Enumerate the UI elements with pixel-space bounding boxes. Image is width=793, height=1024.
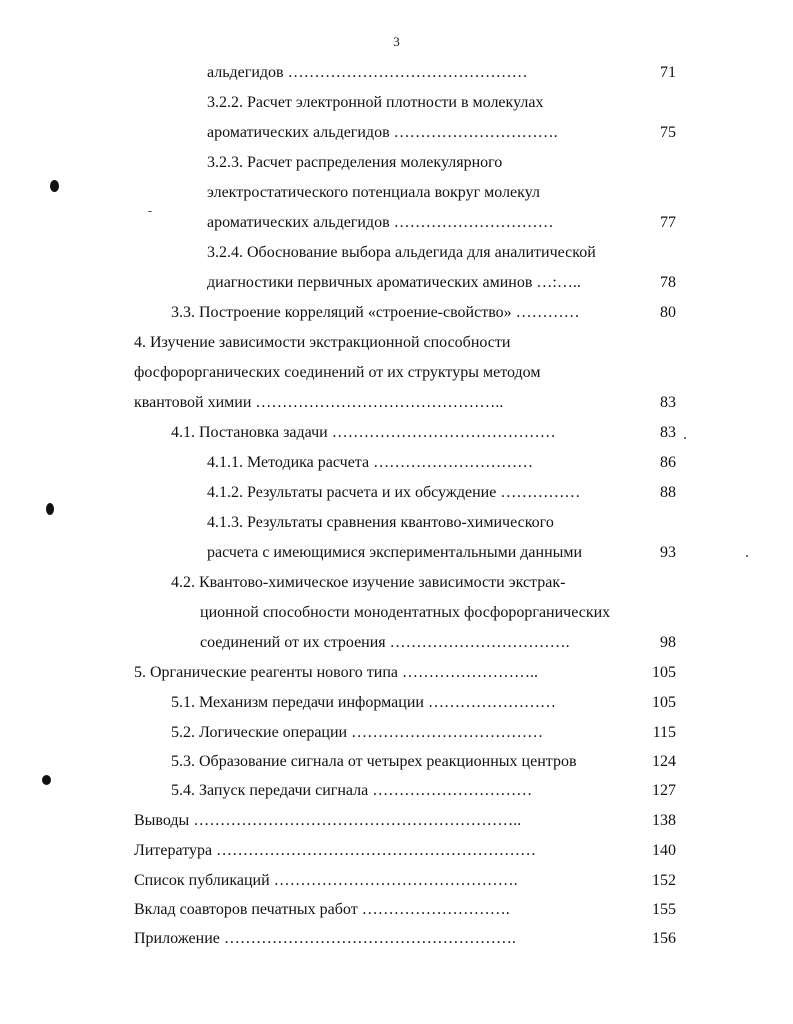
toc-entry-text: 5.2. Логические операции ……………………………… [171, 724, 544, 741]
toc-entry-text: 4.2. Квантово-химическое изучение зависимости экстрак- [171, 574, 566, 591]
toc-entry-text: 3.2.3. Расчет распределения молекулярного [207, 154, 503, 171]
toc-entry-page: 152 [652, 872, 676, 889]
toc-entry-text: 4.1.3. Результаты сравнения квантово-химического [207, 514, 554, 531]
toc-entry-page: 77 [660, 214, 676, 231]
toc-entry-text: 4.1. Постановка задачи …………………………………… [171, 424, 556, 441]
toc-entry-text: Приложение ………………………………………………. [134, 930, 516, 947]
toc-entry-text: расчета с имеющимися экспериментальными данными [207, 544, 583, 561]
toc-entry-page: 78 [660, 274, 676, 291]
toc-entry-text: альдегидов ……………………………………… [207, 64, 528, 81]
toc-entry-text: 4.1.2. Результаты расчета и их обсуждение …………… [207, 484, 581, 501]
scan-speck [148, 211, 152, 212]
toc-entry-text: Список публикаций ………………………………………. [134, 872, 518, 889]
toc-entry-text: ароматических альдегидов ………………………… [207, 214, 554, 231]
toc-entry-page: 124 [652, 753, 676, 770]
toc-entry-text: 5.4. Запуск передачи сигнала ………………………… [171, 782, 533, 799]
toc-entry-text: фосфорорганических соединений от их структуры методом [134, 364, 541, 381]
toc-entry-page: 80 [660, 304, 676, 321]
toc-entry-page: 93 [660, 544, 676, 561]
toc-entry-text: 3.3. Построение корреляций «строение-свойство» ………… [171, 304, 580, 321]
toc-entry-page: 86 [660, 454, 676, 471]
page-number: 3 [393, 34, 400, 49]
toc-entry-text: 5. Органические реагенты нового типа …………………….. [134, 664, 538, 681]
toc-entry-text: 5.3. Образование сигнала от четырех реакционных центров [171, 753, 577, 770]
toc-entry-text: Литература …………………………………………………… [134, 842, 537, 859]
scan-speck [684, 437, 686, 439]
scan-speck [746, 555, 748, 557]
toc-entry-page: 140 [652, 842, 676, 859]
toc-entry-text: Выводы …………………………………………………….. [134, 812, 522, 829]
toc-entry-text: 3.2.2. Расчет электронной плотности в молекулах [207, 94, 544, 111]
toc-entry-text: 4. Изучение зависимости экстракционной способности [134, 334, 511, 351]
toc-entry-text: 4.1.1. Методика расчета ………………………… [207, 454, 534, 471]
scan-mark [42, 775, 51, 785]
toc-entry-page: 127 [652, 782, 676, 799]
toc-entry-text: соединений от их строения ……………………………. [200, 634, 570, 651]
toc-entry-text: квантовой химии ……………………………………….. [134, 394, 504, 411]
toc-entry-page: 71 [660, 64, 676, 81]
toc-entry-page: 138 [652, 812, 676, 829]
toc-entry-page: 83 [660, 424, 676, 441]
toc-entry-text: Вклад соавторов печатных работ ………………………. [134, 901, 510, 918]
toc-entry-page: 105 [652, 694, 676, 711]
scan-mark [46, 503, 54, 515]
toc-entry-page: 88 [660, 484, 676, 501]
toc-entry-text: ароматических альдегидов …………………………. [207, 124, 558, 141]
toc-entry-page: 75 [660, 124, 676, 141]
toc-entry-page: 155 [652, 901, 676, 918]
toc-entry-page: 98 [660, 634, 676, 651]
toc-entry-page: 115 [652, 724, 676, 741]
toc-entry-text: 5.1. Механизм передачи информации …………………… [171, 694, 556, 711]
toc-entry-page: 156 [652, 930, 676, 947]
toc-entry-text: электростатического потенциала вокруг молекул [207, 184, 540, 201]
toc-entry-text: 3.2.4. Обоснование выбора альдегида для аналитической [207, 244, 596, 261]
toc-entry-page: 105 [652, 664, 676, 681]
toc-entry-page: 83 [660, 394, 676, 411]
toc-entry-text: ционной способности монодентатных фосфорорганических [200, 604, 611, 621]
toc-entry-text: диагностики первичных ароматических аминов …:….. [207, 274, 581, 291]
scan-mark [50, 180, 59, 192]
